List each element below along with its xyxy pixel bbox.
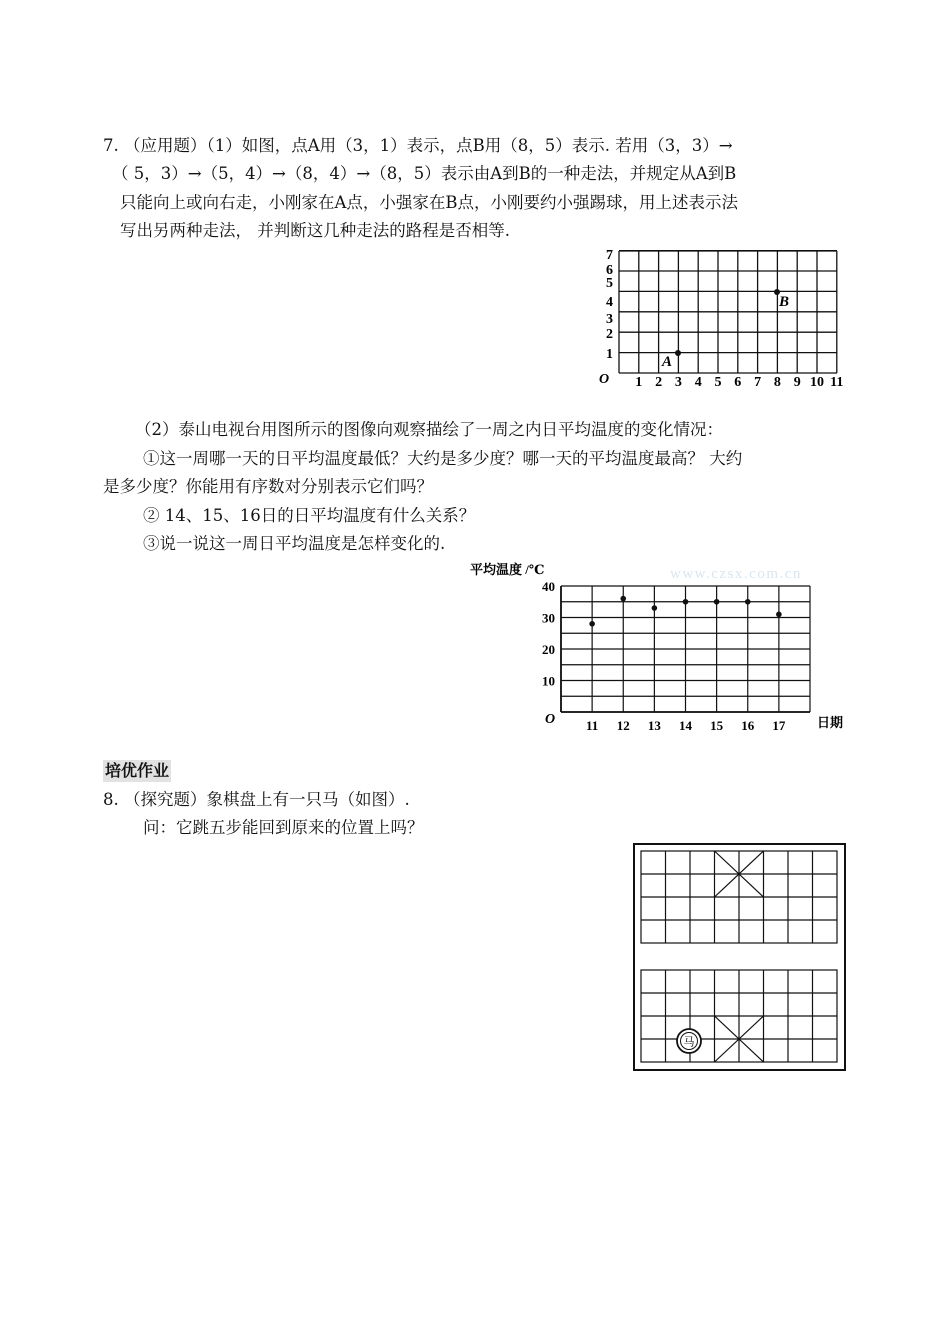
- chart-point: [620, 596, 626, 602]
- q7-question1-a: ①这一周哪一天的日平均温度最低？大约是多少度？哪一天的平均温度最高？ 大约: [143, 449, 743, 468]
- q7-line2: （ 5，3）→（5，4）→（8，4）→（8，5）表示由A到B的一种走法，并规定从A到B: [112, 164, 737, 183]
- chart-y-tick: 30: [542, 610, 555, 626]
- grid-x-tick: 7: [754, 375, 762, 390]
- grid-x-tick: 11: [830, 375, 844, 390]
- grid-y-tick: 3: [606, 312, 613, 327]
- grid-x-tick: 1: [635, 375, 643, 390]
- point-a-dot: [675, 350, 681, 356]
- grid-x-tick: 9: [793, 375, 801, 390]
- grid-x-tick: 6: [734, 375, 742, 390]
- grid-y-tick: 5: [606, 276, 613, 291]
- chart-x-tick: 11: [585, 718, 599, 733]
- grid-labels: [606, 248, 843, 390]
- chart-point: [683, 599, 689, 605]
- grid-origin-label: O: [599, 372, 610, 387]
- temperature-chart: [465, 558, 845, 738]
- q7-question1-b: 是多少度？你能用有序数对分别表示它们吗？: [103, 477, 433, 496]
- chart-origin-label: O: [545, 712, 556, 727]
- grid-x-tick: 8: [773, 375, 781, 390]
- chart-x-tick: 13: [647, 718, 661, 733]
- chart-point: [652, 605, 658, 611]
- chart-watermark: www.czsx.com.cn: [670, 566, 802, 582]
- horse-piece: [677, 1029, 701, 1053]
- point-a-label: A: [662, 354, 673, 370]
- coordinate-grid-figure: [595, 240, 860, 395]
- chart-point: [776, 612, 782, 618]
- grid-y-tick: 1: [606, 347, 613, 362]
- chart-point: [714, 599, 720, 605]
- q7-part2: （2）泰山电视台用图所示的图像向观察描绘了一周之内日平均温度的变化情况：: [135, 420, 723, 439]
- chart-y-tick: 20: [542, 642, 555, 657]
- chart-x-tick: 12: [616, 718, 630, 733]
- chart-point: [745, 599, 751, 605]
- q7-question3: ③说一说这一周日平均温度是怎样变化的.: [143, 534, 446, 553]
- section-title: 培优作业: [105, 761, 170, 780]
- grid-x-tick: 2: [655, 375, 663, 390]
- chart-x-tick: 14: [679, 718, 692, 733]
- chart-y-tick: 10: [542, 673, 555, 689]
- point-b-label: B: [779, 294, 790, 310]
- grid-y-tick: 4: [606, 295, 613, 310]
- grid-x-tick: 10: [810, 375, 824, 390]
- grid-x-tick: 5: [714, 375, 722, 390]
- q7-line1: 7. （应用题）（1）如图，点A用（3，1）表示，点B用（8，5）表示. 若用（3，3）→: [103, 136, 733, 155]
- q7-question2: ② 14、15、16日的日平均温度有什么关系？: [143, 506, 476, 525]
- q8-line2: 问：它跳五步能回到原来的位置上吗？: [143, 818, 424, 837]
- horse-piece-label: 马: [683, 1036, 695, 1049]
- q8-line1: 8. （探究题）象棋盘上有一只马（如图）.: [103, 790, 410, 809]
- chart-grid: [561, 586, 810, 712]
- grid-x-tick: 3: [674, 375, 682, 390]
- chart-x-tick: 17: [772, 718, 786, 733]
- chart-point: [589, 621, 595, 627]
- q7-line4: 写出另两种走法， 并判断这几种走法的路程是否相等.: [120, 221, 510, 240]
- chart-x-tick: 15: [710, 718, 724, 733]
- chessboard-figure: [630, 840, 850, 1074]
- chart-y-tick: 40: [542, 579, 555, 594]
- grid-x-tick: 4: [694, 375, 702, 390]
- grid-y-tick: 6: [606, 263, 613, 278]
- q7-line3: 只能向上或向右走，小刚家在A点，小强家在B点，小刚要约小强踢球，用上述表示法: [120, 193, 739, 212]
- chart-x-tick: 16: [741, 718, 755, 733]
- grid-y-tick: 2: [606, 327, 613, 342]
- grid-y-tick: 7: [606, 248, 613, 263]
- chart-ylabel: 平均温度 /℃: [470, 562, 545, 577]
- chart-xlabel: 日期: [817, 715, 844, 730]
- grid-lines: [619, 251, 837, 373]
